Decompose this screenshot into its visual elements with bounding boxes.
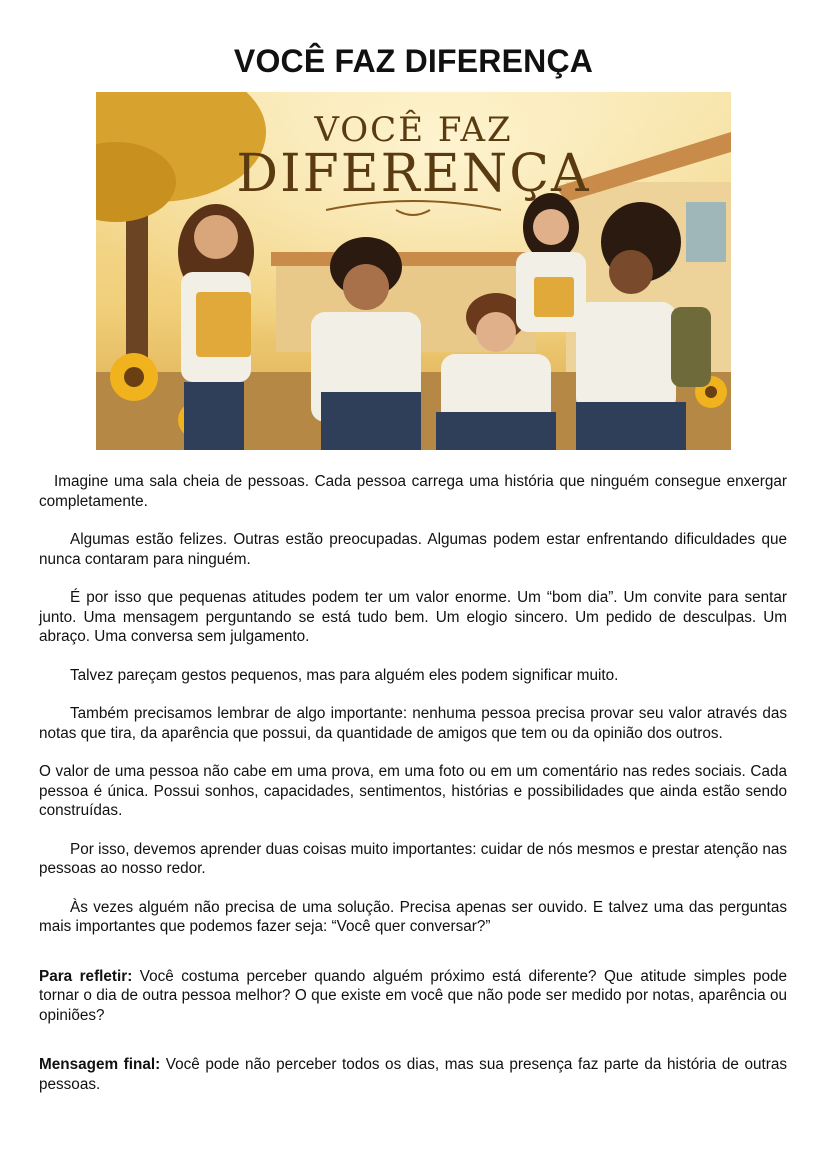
final-message-label: Mensagem final: bbox=[39, 1056, 161, 1073]
paragraph: O valor de uma pessoa não cabe em uma prova, em uma foto ou em um comentário nas redes sociais. Cada pessoa é única. Possui sonhos, capacidades, sentimentos, histórias e possibilidades que ainda estão sendo construídas. bbox=[39, 763, 787, 819]
final-message-paragraph bbox=[39, 1055, 787, 1094]
paragraph: É por isso que pequenas atitudes podem ter um valor enorme. Um “bom dia”. Um convite para sentar junto. Uma mensagem perguntando se está tudo bem. Um elogio sincero. Um pedido de desculpas. Um abraço. Uma conversa sem julgamento. bbox=[39, 589, 787, 645]
hero-title-line2: DIFERENÇA bbox=[236, 144, 591, 204]
page-title: VOCÊ FAZ DIFERENÇA bbox=[233, 43, 594, 79]
hero-title-line1: VOCÊ FAZ bbox=[314, 110, 513, 150]
article-body bbox=[39, 472, 787, 1113]
hero-illustration bbox=[96, 92, 731, 450]
paragraph: Imagine uma sala cheia de pessoas. Cada pessoa carrega uma história que ninguém consegue enxergar completamente. bbox=[39, 473, 787, 510]
paragraph: Por isso, devemos aprender duas coisas muito importantes: cuidar de nós mesmos e prestar atenção nas pessoas ao nosso redor. bbox=[39, 840, 787, 877]
final-message-text: Você pode não perceber todos os dias, mas sua presença faz parte da história de outras pessoas. bbox=[39, 1056, 787, 1093]
reflection-label: Para refletir: bbox=[39, 967, 133, 985]
paragraph: Às vezes alguém não precisa de uma solução. Precisa apenas ser ouvido. E talvez uma das perguntas mais importantes que podemos fazer seja: “Você quer conversar?” bbox=[39, 898, 787, 935]
paragraph: Algumas estão felizes. Outras estão preocupadas. Algumas podem estar enfrentando dificuldades que nunca contaram para ninguém. bbox=[39, 531, 787, 568]
paragraph: Também precisamos lembrar de algo importante: nenhuma pessoa precisa provar seu valor através das notas que tira, da aparência que possui, da quantidade de amigos que tem ou da opinião dos outros. bbox=[39, 705, 787, 742]
reflection-text: Você costuma perceber quando alguém próximo está diferente? Que atitude simples pode tornar o dia de outra pessoa melhor? O que existe em você que não pode ser medido por notas, aparência ou opiniões? bbox=[39, 967, 788, 1024]
paragraph: Talvez pareçam gestos pequenos, mas para alguém eles podem significar muito. bbox=[70, 666, 619, 684]
reflection-paragraph bbox=[39, 967, 787, 1026]
